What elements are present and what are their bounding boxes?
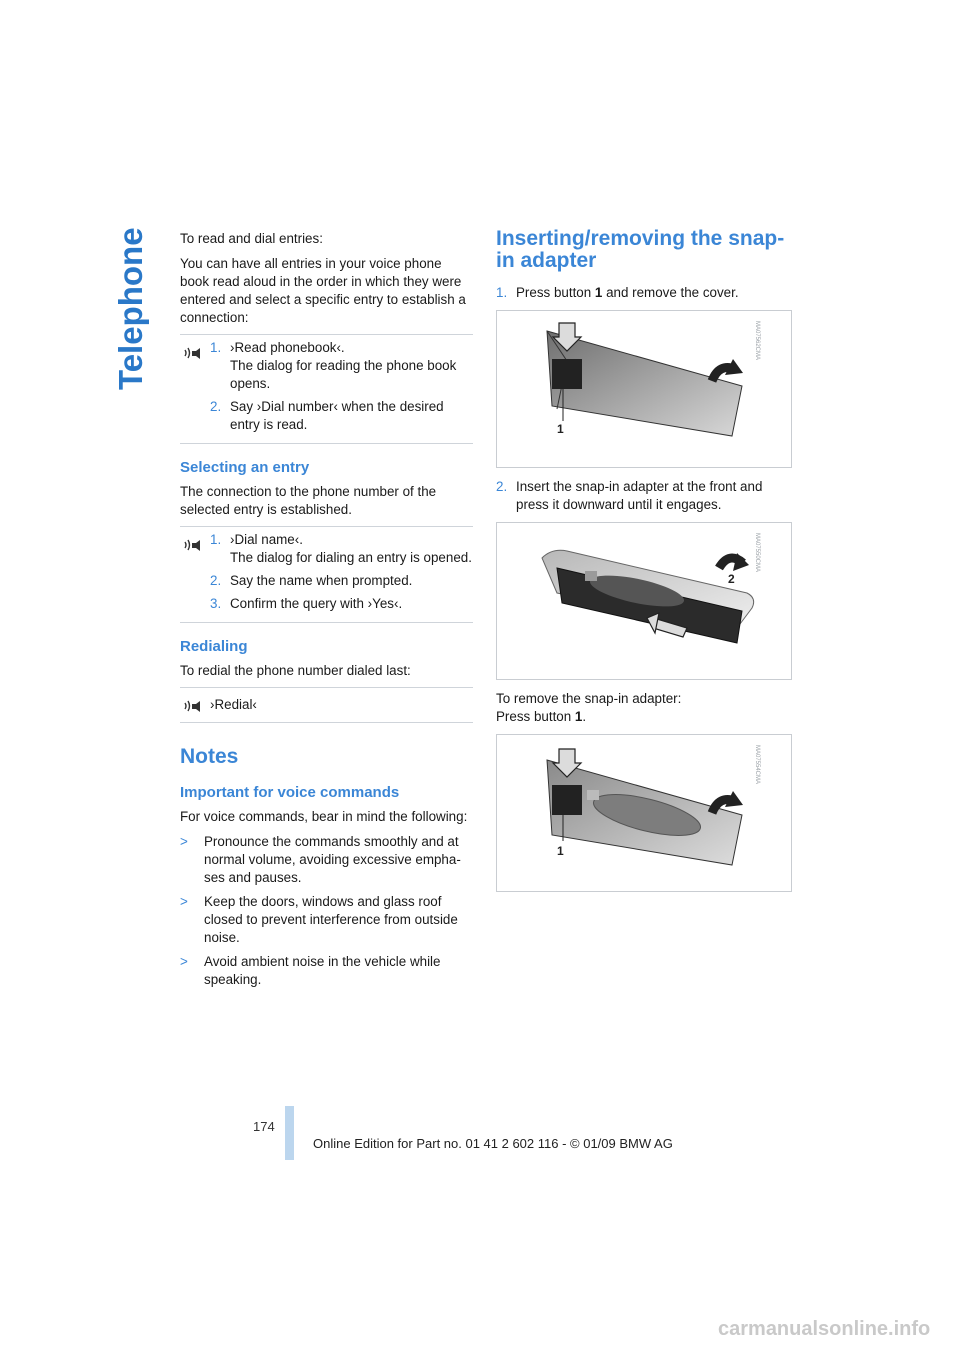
- figure-remove-cover: [496, 310, 792, 468]
- figure-code: MA07562CMA: [753, 321, 760, 361]
- footer-accent-bar: [285, 1106, 294, 1160]
- adapter-remove-illustration: [497, 735, 791, 891]
- right-column: [496, 228, 789, 902]
- select-step-1: 1. ›Dial name‹. The dialog for dialing an entry is opened.: [210, 532, 472, 565]
- select-step-3: 3. Confirm the query with ›Yes‹.: [210, 596, 403, 611]
- note-bullet: > Pronounce the commands smoothly and at normal volume, avoiding excessive empha-ses and pauses.: [180, 834, 461, 885]
- figure-remove-adapter: [496, 734, 792, 892]
- notes-heading: Notes: [180, 745, 239, 768]
- note-bullet: > Keep the doors, windows and glass roof closed to prevent interference from outside noise.: [180, 894, 458, 945]
- voice-command-icon: [182, 537, 202, 553]
- press-button-text: Press button 1.: [496, 709, 587, 724]
- left-column: [180, 230, 473, 995]
- selecting-heading: Selecting an entry: [180, 459, 310, 476]
- figure-code: MA07554CMA: [753, 745, 760, 785]
- note-bullet: > Avoid ambient noise in the vehicle while speaking.: [180, 954, 441, 987]
- important-text: For voice commands, bear in mind the following:: [180, 809, 468, 824]
- figure-callout-2: 2: [728, 572, 735, 586]
- read-step-1: 1. ›Read phonebook‹. The dialog for reading the phone book opens.: [210, 340, 457, 391]
- redial-command-text: ›Redial‹: [210, 697, 257, 712]
- figure-code: MA07550CMA: [753, 533, 760, 573]
- intro-line: To read and dial entries:: [180, 231, 323, 246]
- redialing-text: To redial the phone number dialed last:: [180, 663, 411, 678]
- redial-command: [180, 687, 473, 723]
- snap-in-heading: Inserting/removing the snap-in adapter: [496, 227, 785, 272]
- redialing-heading: Redialing: [180, 638, 248, 655]
- footer-edition-text: Online Edition for Part no. 01 41 2 602 116 - © 01/09 BMW AG: [313, 1136, 673, 1151]
- page-number: 174: [253, 1119, 275, 1134]
- figure-insert-adapter: [496, 522, 792, 680]
- remove-cover-step: 1. Press button 1 and remove the cover.: [496, 285, 739, 300]
- insert-adapter-step: 2. Insert the snap-in adapter at the front and press it downward until it engages.: [496, 479, 763, 512]
- adapter-insert-illustration: [497, 523, 791, 679]
- adapter-cover-illustration: [497, 311, 791, 467]
- voice-command-icon: [182, 698, 202, 714]
- intro-paragraph: You can have all entries in your voice phone book read aloud in the order in which they were entered and select a specific entry to establish a connection:: [180, 256, 466, 325]
- read-phonebook-commands: [180, 334, 473, 444]
- important-heading: Important for voice commands: [180, 784, 400, 801]
- figure-callout-1: 1: [557, 844, 564, 858]
- select-step-2: 2. Say the name when prompted.: [210, 573, 413, 588]
- read-step-2: 2. Say ›Dial number‹ when the desired entry is read.: [210, 399, 444, 432]
- section-title: Telephone: [112, 227, 149, 390]
- selecting-text: The connection to the phone number of the selected entry is established.: [180, 484, 437, 517]
- dial-name-commands: [180, 526, 473, 623]
- voice-command-icon: [182, 345, 202, 361]
- remove-adapter-text: To remove the snap-in adapter:: [496, 691, 682, 706]
- figure-callout-1: 1: [557, 422, 564, 436]
- watermark: carmanualsonline.info: [718, 1318, 931, 1340]
